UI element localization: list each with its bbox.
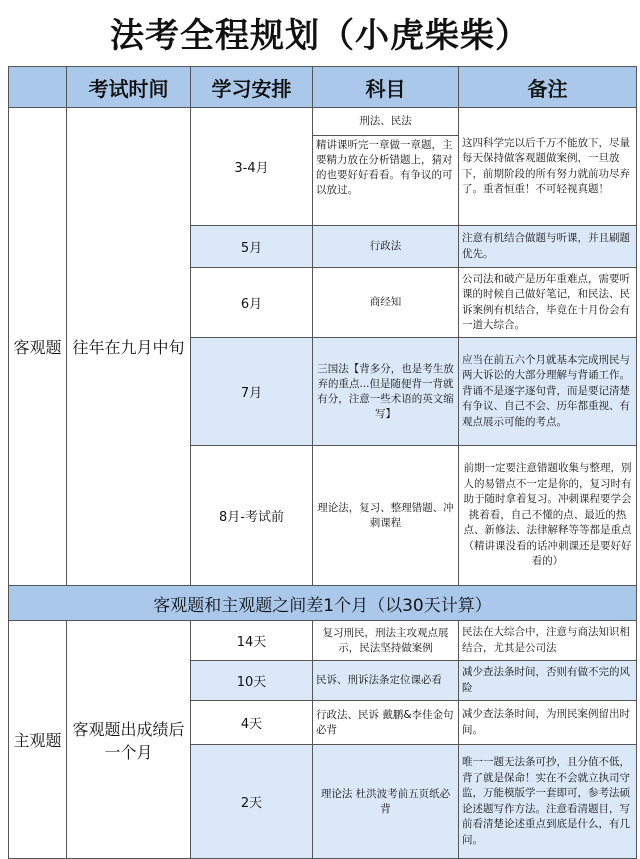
subject-cell bbox=[313, 108, 459, 226]
note-cell: 注意有机结合做题与听课，并且刷题优先。 bbox=[459, 226, 637, 268]
subject-cell: 行政法 bbox=[313, 226, 459, 268]
header-row bbox=[9, 67, 637, 108]
time-cell: 7月 bbox=[191, 338, 313, 446]
subject-cell: 行政法、民诉 戴鹏&李佳金句必背 bbox=[313, 701, 459, 745]
time-cell: 5月 bbox=[191, 226, 313, 268]
subjective-label: 主观题 bbox=[9, 621, 67, 859]
subject-cell: 三国法【背多分，也是考生放弃的重点...但是随便背一背就有分，注意一些术语的英文缩写】 bbox=[313, 338, 459, 446]
subjective-exam-time: 客观题出成绩后一个月 bbox=[67, 621, 191, 859]
subject-cell: 商经知 bbox=[313, 268, 459, 338]
note-cell: 民法在大综合中，注意与商法知识相结合，尤其是公司法 bbox=[459, 621, 637, 661]
time-cell: 2天 bbox=[191, 745, 313, 859]
objective-label: 客观题 bbox=[9, 108, 67, 586]
subject-cell: 理论法，复习、整理错题、冲刺课程 bbox=[313, 446, 459, 586]
note-cell: 应当在前五六个月就基本完成刑民与两大诉讼的大部分理解与背诵工作。背诵不是逐字逐句背，而是要记清楚有争议、自己不会、历年都重视、有观点展示可能的考点。 bbox=[459, 338, 637, 446]
subject-top: 刑法、民法 bbox=[313, 108, 458, 136]
time-cell: 14天 bbox=[191, 621, 313, 661]
page-title: 法考全程规划（小虎柴柴） bbox=[110, 16, 530, 56]
time-cell: 10天 bbox=[191, 661, 313, 701]
note-cell: 公司法和破产是历年重难点，需要听课的时候自己做好笔记，和民法、民诉案例有机结合，毕竟在十月份会有一道大综合。 bbox=[459, 268, 637, 338]
note-cell: 减少查法条时间，否则有做不完的风险 bbox=[459, 661, 637, 701]
subject-bottom: 精讲课听完一章做一章题，主要精力放在分析错题上，猜对的也要好好看看。有争议的可以放过。 bbox=[316, 139, 453, 196]
gap-band-row bbox=[9, 586, 637, 621]
time-cell: 3-4月 bbox=[191, 108, 313, 226]
subject-cell: 民诉、刑诉法条定位课必看 bbox=[313, 661, 459, 701]
table-row bbox=[9, 108, 637, 226]
subject-cell: 理论法 杜洪波考前五页纸必背 bbox=[313, 745, 459, 859]
header-blank bbox=[9, 67, 67, 108]
note-cell: 这四科学完以后千万不能放下，尽量每天保持做客观题做案例，一旦放下，前期阶段的所有努力就前功尽弃了。重者恒重！不可轻视真题！ bbox=[459, 108, 637, 226]
plan-table bbox=[8, 66, 637, 859]
header-schedule: 学习安排 bbox=[191, 67, 313, 108]
time-cell: 4天 bbox=[191, 701, 313, 745]
note-cell: 唯一一题无法条可抄，且分值不低，背了就是保命！实在不会就立执司守监，万能模版学一套即可，参考法硕论述题写作方法。注意看清题目，写前看清楚论述重点到底是什么，有几问。 bbox=[459, 745, 637, 859]
subject-cell: 复习刑民，刑法主攻观点展示，民法坚持做案例 bbox=[313, 621, 459, 661]
note-cell: 减少查法条时间，为刑民案例留出时间。 bbox=[459, 701, 637, 745]
objective-exam-time: 往年在九月中旬 bbox=[67, 108, 191, 586]
header-exam-time: 考试时间 bbox=[67, 67, 191, 108]
header-subject: 科目 bbox=[313, 67, 459, 108]
header-notes: 备注 bbox=[459, 67, 637, 108]
table-row bbox=[9, 621, 637, 661]
time-cell: 8月-考试前 bbox=[191, 446, 313, 586]
gap-band: 客观题和主观题之间差1个月（以30天计算） bbox=[9, 586, 637, 621]
note-cell: 前期一定要注意错题收集与整理，别人的易错点不一定是你的，复习时有助于随时拿着复习。冲刺课程要学会挑着看，自己不懂的点、最近的热点、新修法、法律解释等等都是重点（精讲课没看的话冲刺课还是要好好看的） bbox=[459, 446, 637, 586]
time-cell: 6月 bbox=[191, 268, 313, 338]
